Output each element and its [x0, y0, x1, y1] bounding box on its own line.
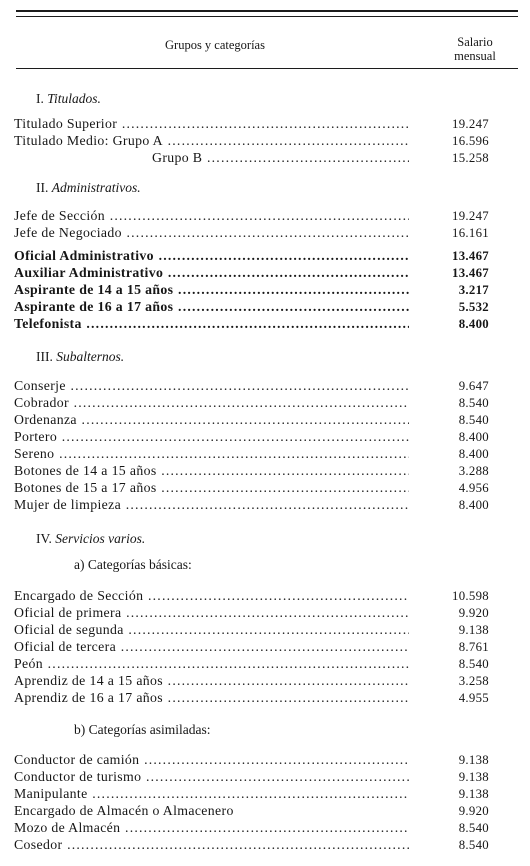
table-row: [0, 411, 530, 429]
table-row: [0, 655, 530, 673]
table-row: [0, 689, 530, 707]
row-label: Botones de 15 a 17 años .....: [14, 479, 409, 497]
row-value: 8.540: [458, 396, 489, 410]
top-double-rule-thin: [16, 16, 518, 17]
table-row: [0, 496, 530, 514]
row-label: Aspirante de 16 a 17 años .....: [14, 298, 409, 316]
row-label: Oficial Administrativo .....: [14, 247, 409, 265]
row-value: 15.258: [452, 151, 489, 165]
table-row: [0, 264, 530, 282]
row-value: 19.247: [452, 209, 489, 223]
row-value: 9.138: [458, 787, 489, 801]
table-row: [0, 428, 530, 446]
table-row: [0, 638, 530, 656]
table-row: [0, 768, 530, 786]
table-row: [0, 207, 530, 225]
subsection-letter: a): [74, 557, 85, 572]
section-title: Servicios varios.: [55, 531, 146, 546]
row-label: Portero .....: [14, 428, 409, 446]
row-value: 9.920: [458, 804, 489, 818]
row-label: Jefe de Negociado .....: [14, 224, 409, 242]
table-row: [0, 115, 530, 133]
section-title: Administrativos.: [51, 180, 141, 195]
row-label: Botones de 14 a 15 años .....: [14, 462, 409, 480]
subsection-heading-asimiladas: [74, 722, 210, 738]
section-heading-administrativos: [36, 180, 141, 196]
row-label: Encargado de Sección .....: [14, 587, 409, 605]
row-label: Cobrador .....: [14, 394, 409, 412]
row-value: 4.955: [458, 691, 489, 705]
section-heading-servicios: [36, 531, 145, 547]
row-value: 8.400: [458, 447, 489, 461]
table-row: [0, 377, 530, 395]
row-value: 8.540: [458, 657, 489, 671]
row-label: Ordenanza .....: [14, 411, 409, 429]
section-number: IV.: [36, 531, 52, 546]
row-label: Peón .....: [14, 655, 409, 673]
row-label: Conductor de turismo .....: [14, 768, 409, 786]
table-row: [0, 462, 530, 480]
row-label: Oficial de tercera .....: [14, 638, 409, 656]
section-number: II.: [36, 180, 49, 195]
section-heading-titulados: [36, 91, 101, 107]
table-row: [0, 672, 530, 690]
salary-header-line2: mensual: [454, 49, 496, 63]
table-row: [0, 479, 530, 497]
row-value: 3.288: [458, 464, 489, 478]
section-heading-subalternos: [36, 349, 124, 365]
table-row: [0, 802, 530, 820]
row-label: Jefe de Sección .....: [14, 207, 409, 225]
row-value: 9.138: [458, 770, 489, 784]
row-value: 3.217: [458, 283, 489, 297]
row-label: Titulado Medio: Grupo A .....: [14, 132, 409, 150]
row-value: 8.761: [458, 640, 489, 654]
row-value: 9.138: [458, 753, 489, 767]
section-number: III.: [36, 349, 53, 364]
row-value: 5.532: [458, 300, 489, 314]
row-value: 8.400: [458, 430, 489, 444]
table-row: [0, 445, 530, 463]
subsection-letter: b): [74, 722, 86, 737]
row-value: 8.400: [458, 317, 489, 331]
table-row: [0, 836, 530, 854]
row-label: Aspirante de 14 a 15 años .....: [14, 281, 409, 299]
table-row: [0, 149, 530, 167]
table-row: [0, 394, 530, 412]
table-row: [0, 621, 530, 639]
table-row: [0, 281, 530, 299]
row-label: Manipulante .....: [14, 785, 409, 803]
table-row: [0, 132, 530, 150]
column-header-category: Grupos y categorías: [165, 38, 265, 52]
row-value: 16.596: [452, 134, 489, 148]
row-value: 16.161: [452, 226, 489, 240]
row-label: Mujer de limpieza .....: [14, 496, 409, 514]
row-value: 9.138: [458, 623, 489, 637]
table-row: [0, 819, 530, 837]
row-label: Grupo B .....: [152, 149, 409, 167]
row-label: Cosedor .....: [14, 836, 409, 854]
top-double-rule-thick: [16, 10, 518, 12]
row-value: 8.540: [458, 838, 489, 852]
row-value: 8.400: [458, 498, 489, 512]
table-row: [0, 751, 530, 769]
row-label: Encargado de Almacén o Almacenero: [14, 803, 234, 818]
section-title: Subalternos.: [56, 349, 125, 364]
row-label: Auxiliar Administrativo .....: [14, 264, 409, 282]
column-header-salary: [432, 35, 518, 63]
row-label: Oficial de primera .....: [14, 604, 409, 622]
row-value: 9.647: [458, 379, 489, 393]
row-label: Sereno .....: [14, 445, 409, 463]
row-label: Titulado Superior .....: [14, 115, 409, 133]
row-value: 4.956: [458, 481, 489, 495]
row-label: Aprendiz de 16 a 17 años .....: [14, 689, 409, 707]
row-value: 13.467: [452, 266, 489, 280]
row-value: 10.598: [452, 589, 489, 603]
subsection-heading-basicas: [74, 557, 192, 573]
row-label: Aprendiz de 14 a 15 años .....: [14, 672, 409, 690]
table-row: [0, 298, 530, 316]
row-value: 9.920: [458, 606, 489, 620]
row-value: 8.540: [458, 821, 489, 835]
subsection-title: Categorías básicas:: [87, 557, 192, 572]
table-row: [0, 315, 530, 333]
header-bottom-rule: [16, 68, 518, 69]
table-row: [0, 224, 530, 242]
table-row: [0, 587, 530, 605]
table-row: [0, 604, 530, 622]
table-row: [0, 247, 530, 265]
row-label: Telefonista .....: [14, 315, 409, 333]
row-label: Conductor de camión .....: [14, 751, 409, 769]
row-value: 3.258: [458, 674, 489, 688]
table-row: [0, 785, 530, 803]
row-value: 19.247: [452, 117, 489, 131]
row-value: 8.540: [458, 413, 489, 427]
section-title: Titulados.: [47, 91, 101, 106]
row-label: Oficial de segunda .....: [14, 621, 409, 639]
subsection-title: Categorías asimiladas:: [88, 722, 211, 737]
salary-header-line1: Salario: [457, 35, 493, 49]
row-value: 13.467: [452, 249, 489, 263]
row-label: Mozo de Almacén .....: [14, 819, 409, 837]
section-number: I.: [36, 91, 44, 106]
row-label: Conserje .....: [14, 377, 409, 395]
